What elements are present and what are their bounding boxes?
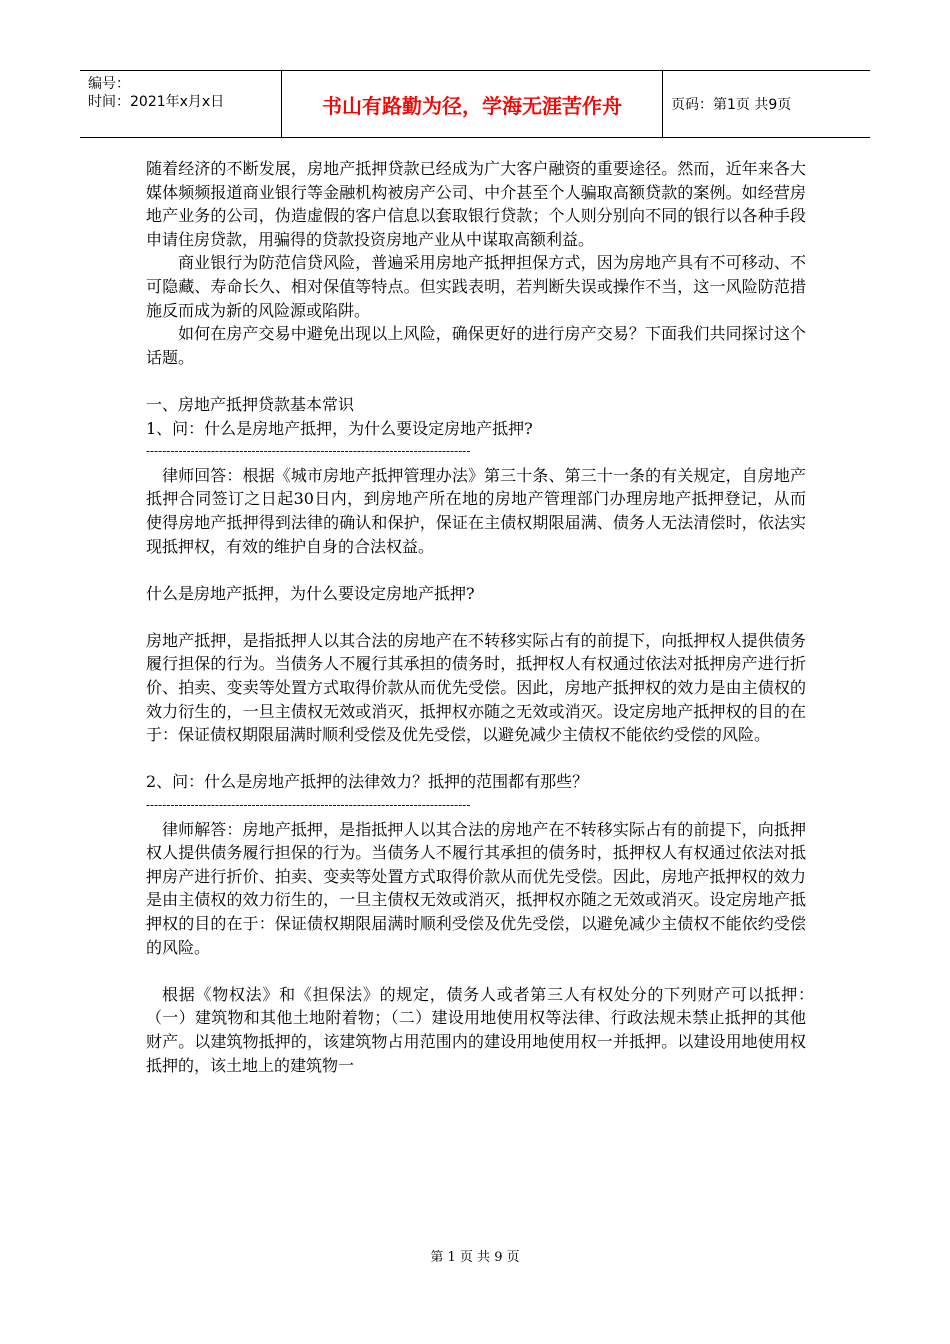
- page-footer: 第 1 页 共 9 页: [430, 1250, 520, 1265]
- separator-line-2: --------------------------------------------------------------------------------: [146, 798, 471, 813]
- separator-line: --------------------------------------------------------------------------------: [146, 444, 471, 459]
- question-1-repeat: 什么是房地产抵押，为什么要设定房地产抵押?: [146, 583, 475, 603]
- section-heading: 一、房地产抵押贷款基本常识: [146, 394, 355, 414]
- header-meta: [80, 71, 282, 137]
- page-header: [80, 70, 870, 138]
- paragraph-bank-risk: 商业银行为防范信贷风险，普遍采用房地产抵押担保方式，因为房地产具有不可移动、不可隐藏、寿命长久、相对保值等特点。但实践表明，若判断失误或操作不当，这一风险防范措施反而成为新的风险源或陷阱。: [146, 253, 806, 320]
- answer-1: 律师回答：根据《城市房地产抵押管理办法》第三十条、第三十一条的有关规定，自房地产抵押合同签订之日起30日内，到房地产所在地的房地产管理部门办理房地产抵押登记，从而使得房地产抵押得到法律的确认和保护，保证在主债权期限届满、债务人无法清偿时，依法实现抵押权，有效的维护自身的合法权益。: [146, 465, 806, 556]
- header-page-label: 页码：第1页 共9页: [671, 97, 792, 113]
- document-number-label: 编号：: [88, 76, 130, 92]
- document-body: [146, 157, 823, 1077]
- paragraph-mortgage-definition: 房地产抵押，是指抵押人以其合法的房地产在不转移实际占有的前提下，向抵押权人提供债务履行担保的行为。当债务人不履行其承担的债务时，抵押权人有权通过依法对抵押房产进行折价、拍卖、变卖等处置方式取得价款从而优先受偿。因此，房地产抵押权的效力是由主债权的效力衍生的，一旦主债权无效或消灭，抵押权亦随之无效或消灭。设定房地产抵押权的目的在于：保证债权期限届满时顺利受偿及优先受偿，以避免减少主债权不能依约受偿的风险。: [146, 630, 806, 745]
- question-1: 1、问：什么是房地产抵押，为什么要设定房地产抵押?: [146, 418, 533, 438]
- question-2: 2、问：什么是房地产抵押的法律效力？抵押的范围都有那些？: [146, 772, 589, 792]
- paragraph-law-scope: 根据《物权法》和《担保法》的规定，债务人或者第三人有权处分的下列财产可以抵押： （一）建筑物和其他土地附着物；（二）建设用地使用权等法律、行政法规未禁止抵押的其他财产。以建筑物抵押的，该建筑物占用范围内的建设用地使用权一并抵押。以建设用地使用权抵押的，该土地上的建筑物一: [146, 984, 823, 1075]
- answer-2: 律师解答：房地产抵押，是指抵押人以其合法的房地产在不转移实际占有的前提下，向抵押权人提供债务履行担保的行为。当债务人不履行其承担的债务时，抵押权人有权通过依法对抵押房产进行折价、拍卖、变卖等处置方式取得价款从而优先受偿。因此，房地产抵押权的效力是由主债权的效力衍生的，一旦主债权无效或消灭，抵押权亦随之无效或消灭。设定房地产抵押权的目的在于：保证债权期限届满时顺利受偿及优先受偿，以避免减少主债权不能依约受偿的风险。: [146, 819, 806, 957]
- paragraph-intro: 随着经济的不断发展，房地产抵押贷款已经成为广大客户融资的重要途径。然而，近年来各大媒体频频报道商业银行等金融机构被房产公司、中介甚至个人骗取高额贷款的案例。如经营房地产业务的公司，伪造虚假的客户信息以套取银行贷款；个人则分别向不同的银行以各种手段申请住房贷款，用骗得的贷款投资房地产业从中谋取高额利益。: [146, 159, 806, 249]
- document-time-label: 时间：2021年x月x日: [88, 94, 225, 110]
- paragraph-how-avoid: 如何在房产交易中避免出现以上风险，确保更好的进行房产交易？下面我们共同探讨这个话题。: [146, 324, 806, 367]
- header-motto: 书山有路勤为径，学海无涯苦作舟: [282, 71, 663, 137]
